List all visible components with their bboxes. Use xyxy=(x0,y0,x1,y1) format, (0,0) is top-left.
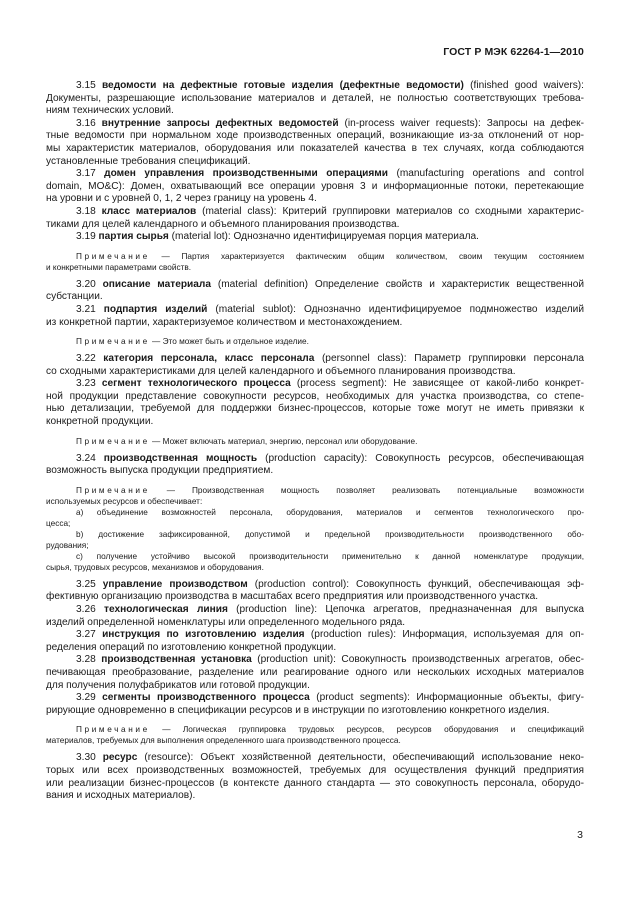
note-line xyxy=(46,529,584,540)
text-line xyxy=(46,366,584,379)
text-run: (process segment): Не зависящее от какой-либо конкрет- xyxy=(290,378,584,390)
text-run: 3.18 xyxy=(76,205,102,217)
term-name: технологическая линия xyxy=(104,604,228,616)
term-name: внутренние запросы дефектных ведомостей xyxy=(101,117,339,129)
text-run: 3.17 xyxy=(76,168,105,180)
text-run: 3.29 xyxy=(76,692,103,704)
text-line xyxy=(46,156,584,169)
term-name: партия сырья xyxy=(98,231,169,243)
text-run: а) объединение возможностей персонала, оборудования, материалов и сегментов технологического про- xyxy=(76,507,584,517)
text-run: установленные требования спецификаций. xyxy=(46,155,251,167)
term-name: класс материалов xyxy=(101,205,197,217)
text-line xyxy=(46,579,584,592)
text-line xyxy=(46,403,584,416)
term-name: управление производством xyxy=(102,578,248,590)
term-name: сегмент технологического процесса xyxy=(101,378,291,390)
text-run: на уровни и с уровней 0, 1, 2 через границу на уровень 4. xyxy=(46,193,317,205)
text-line xyxy=(46,680,584,693)
text-run: (product segments): Информационные объекты, фигу- xyxy=(309,692,584,704)
text-line xyxy=(46,193,584,206)
text-run: тные ведомости при нормальном ходе производственных операций, возникающие из-за отклонений от нор- xyxy=(46,130,584,142)
text-line xyxy=(46,705,584,718)
text-line xyxy=(46,279,584,292)
text-run: 3.22 xyxy=(76,353,104,365)
text-run: 3.26 xyxy=(76,604,104,616)
note-line xyxy=(46,251,584,262)
text-run: сырья, трудовых ресурсов, механизмов и оборудования. xyxy=(46,562,264,572)
text-run: торых или всех производственных возможностей, требуемых для осуществления функций предприятия xyxy=(46,764,584,776)
text-line xyxy=(46,765,584,778)
term-name: производственная мощность xyxy=(103,452,258,464)
text-line xyxy=(46,80,584,93)
text-line xyxy=(46,130,584,143)
note-label: Примечание xyxy=(76,337,150,347)
text-run: или реализации бизнес-процессов (в контексте данного стандарта — это совокупность персонала, оборудо- xyxy=(46,777,584,789)
text-run: со сходными характеристиками для целей календарного и объемного планирования производства. xyxy=(46,365,516,377)
text-run: (material lot): Однозначно идентифицируемая порция материала. xyxy=(168,231,479,243)
definitions-text-block xyxy=(46,80,584,803)
text-run: 3.21 xyxy=(76,303,104,315)
text-run: изделий определенной номенклатуры или определенного модельного ряда. xyxy=(46,616,406,628)
text-run: (production control): Совокупность функций, обеспечивающая эф- xyxy=(247,578,584,590)
text-line xyxy=(46,304,584,317)
text-line xyxy=(46,291,584,304)
text-run: (production capacity): Совокупность ресурсов, обеспечивающая xyxy=(257,452,584,464)
text-line xyxy=(46,93,584,106)
term-name: домен управления производственными операциями xyxy=(104,168,389,180)
text-run: ниям технических условий. xyxy=(46,105,174,117)
note-label: Примечание xyxy=(76,251,150,261)
text-run: с) получение устойчиво высокой производительности применительно к данной номенклатуре продукции, xyxy=(76,551,584,561)
text-run: субстанции. xyxy=(46,291,103,303)
text-line xyxy=(46,752,584,765)
text-line xyxy=(46,353,584,366)
text-line xyxy=(46,378,584,391)
text-run: ределения операций по изготовлению конкретной продукции. xyxy=(46,641,337,653)
note-label: Примечание xyxy=(76,436,150,446)
text-run: (finished good waivers): xyxy=(463,80,584,91)
text-run: 3.27 xyxy=(76,629,103,641)
note-line xyxy=(46,496,584,507)
text-run: печивающая преобразование, разделение или реагирование одного или нескольких исходных материалов xyxy=(46,667,584,678)
text-run: — Это может быть и отдельное изделие. xyxy=(149,337,309,347)
text-line xyxy=(46,617,584,630)
text-line xyxy=(46,143,584,156)
text-run: 3.28 xyxy=(76,654,102,666)
text-run: 3.30 xyxy=(76,752,103,764)
note-label: Примечание xyxy=(76,485,150,495)
term-name: подпартия изделий xyxy=(103,303,208,315)
text-line xyxy=(46,391,584,404)
text-run: 3.23 xyxy=(76,378,102,390)
text-line xyxy=(46,465,584,478)
text-line xyxy=(46,790,584,803)
text-run: ной продукции представление совокупности ресурсов, необходимых для участка производства, со степе- xyxy=(46,390,584,402)
text-line xyxy=(46,453,584,466)
text-run: (resource): Объект хозяйственной деятельности, обеспечивающий использование неко- xyxy=(137,752,584,764)
note-line xyxy=(46,485,584,496)
text-run: (in-process waiver requests): Запросы на дефек- xyxy=(338,117,584,129)
text-line xyxy=(46,604,584,617)
text-run: материалов, требуемых для выполнения определенного шага производственного процесса. xyxy=(46,736,401,746)
note-line xyxy=(46,518,584,529)
text-run: (material sublot): Однозначно идентифицируемое подмножество изделий xyxy=(207,303,584,315)
standard-code-header: ГОСТ Р МЭК 62264-1—2010 xyxy=(443,46,584,58)
text-run: цесса; xyxy=(46,518,71,528)
text-run: нью детализации, требуемой для поддержки бизнес-процессов, которые тоже могут не иметь привязки к xyxy=(46,403,584,415)
note-line xyxy=(46,436,584,447)
note-line xyxy=(46,507,584,518)
text-run: (material definition) Определение свойств и характеристик вещественной xyxy=(210,278,585,290)
note-line xyxy=(46,735,584,746)
text-line xyxy=(46,416,584,429)
page-number: 3 xyxy=(577,829,583,841)
term-name: сегменты производственного процесса xyxy=(102,692,310,704)
text-line xyxy=(46,206,584,219)
text-run: (production rules): Информация, используемая для оп- xyxy=(304,629,584,641)
text-run: — Производственная мощность позволяет реализовать потенциальные возможности xyxy=(149,485,584,495)
text-run: (material class): Критерий группировки материалов со сходными характерис- xyxy=(196,205,584,217)
text-run: Документы, разрешающие использование материалов и деталей, не полностью соответствующих требова- xyxy=(46,92,584,104)
text-line xyxy=(46,629,584,642)
text-run: рирующие одновременно в спецификации ресурсов и в инструкции по изготовлению конкретного изделия. xyxy=(46,704,550,716)
text-run: используемых ресурсов и обеспечивает: xyxy=(46,496,203,506)
text-run: domain, MO&C): Домен, охватывающий все операции уровня 3 и информационные потоки, перетекающие xyxy=(46,180,584,192)
text-run: 3.15 xyxy=(76,80,102,91)
term-name: описание материала xyxy=(102,278,211,290)
text-run: тиками для целей календарного и объемного планирования производства. xyxy=(46,218,400,230)
text-run: — Может включать материал, энергию, персонал или оборудование. xyxy=(149,436,418,446)
text-run: 3.19 xyxy=(76,231,99,243)
term-name: ресурс xyxy=(102,752,138,764)
text-run: (manufacturing operations and control xyxy=(388,168,584,180)
note-line xyxy=(46,562,584,573)
text-line xyxy=(46,667,584,680)
text-run: возможность выпуска продукции предприятием. xyxy=(46,465,274,477)
text-run: 3.24 xyxy=(76,452,104,464)
text-line xyxy=(46,168,584,181)
text-line xyxy=(46,219,584,232)
note-line xyxy=(46,540,584,551)
note-line xyxy=(46,724,584,735)
text-run: (personnel class): Параметр группировки персонала xyxy=(314,353,584,365)
text-run: 3.25 xyxy=(76,578,103,590)
term-name: категория персонала, класс персонала xyxy=(103,353,315,365)
text-run: для получения полуфабрикатов или готовой продукции. xyxy=(46,679,310,691)
text-line xyxy=(46,317,584,330)
text-run: фективную организацию производства в масштабах всего предприятия или производственного участка. xyxy=(46,591,539,603)
text-line xyxy=(46,692,584,705)
term-name: инструкция по изготовлению изделия xyxy=(102,629,305,641)
note-line xyxy=(46,551,584,562)
text-line xyxy=(46,654,584,667)
text-run: конкретной продукции. xyxy=(46,416,154,428)
text-run: — Логическая группировка трудовых ресурсов, ресурсов оборудования и спецификаций xyxy=(149,725,584,735)
text-run: 3.16 xyxy=(76,117,102,129)
text-line xyxy=(46,642,584,655)
text-run: из конкретной партии, характеризуемое количеством и местонахождением. xyxy=(46,316,403,328)
note-line xyxy=(46,336,584,347)
text-line xyxy=(46,105,584,118)
note-line xyxy=(46,262,584,273)
term-name: производственная установка xyxy=(101,654,252,666)
text-line xyxy=(46,778,584,791)
text-run: мы характеристик материалов, оборудования или показателей качества в тех случаях, когда соблюдаются xyxy=(46,142,584,154)
text-run: 3.20 xyxy=(76,278,103,290)
term-name: ведомости на дефектные готовые изделия (дефектные ведомости) xyxy=(101,80,464,91)
text-run: — Партия характеризуется фактическим общим количеством, своим текущим состоянием xyxy=(149,251,584,261)
text-line xyxy=(46,118,584,131)
note-label: Примечание xyxy=(76,725,150,735)
text-run: вания и исходных материалов). xyxy=(46,790,196,802)
text-run: и конкретными параметрами свойств. xyxy=(46,262,192,272)
text-run: (production line): Цепочка агрегатов, предназначенная для выпуска xyxy=(227,604,584,616)
text-line xyxy=(46,181,584,194)
text-run: (production unit): Совокупность производственных агрегатов, обес- xyxy=(251,654,584,666)
text-line xyxy=(46,231,584,244)
text-run: b) достижение зафиксированной, допустимой и предельной производительности производственного обо- xyxy=(76,529,584,539)
text-line xyxy=(46,591,584,604)
text-run: рудования; xyxy=(46,540,89,550)
